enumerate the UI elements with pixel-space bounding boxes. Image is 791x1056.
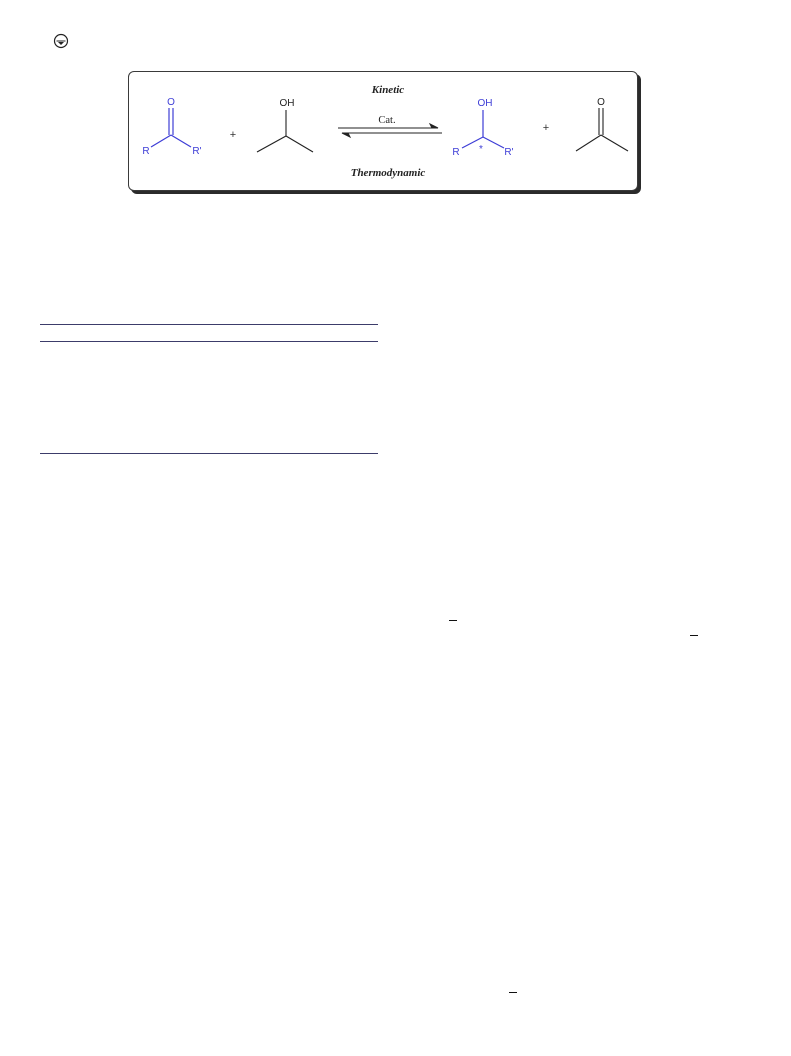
reaction-scheme (128, 71, 638, 191)
product-alcohol (462, 110, 504, 148)
reactant-ketone (151, 108, 191, 147)
product-r-right-label: R' (504, 147, 514, 158)
product-acetone (576, 108, 628, 151)
catalyst-label: Cat. (378, 115, 396, 126)
table-top-rule (40, 324, 378, 325)
thermodynamic-label: Thermodynamic (350, 167, 426, 179)
acetone-oxygen-label: O (597, 97, 605, 108)
ketone-oxygen-label: O (167, 97, 175, 108)
product-r-left-label: R (452, 147, 460, 158)
circled-arrow-icon (53, 33, 69, 49)
overbar-mark (509, 992, 517, 993)
kinetic-label: Kinetic (371, 84, 405, 96)
overbar-mark (690, 635, 698, 636)
product-oh-label: OH (477, 98, 493, 109)
reactant-isopropanol (257, 110, 313, 152)
plus-sign-1: + (229, 129, 237, 141)
plus-sign-2: + (542, 122, 550, 134)
isopropanol-oh-label: OH (279, 98, 295, 109)
stereocenter-asterisk: * (479, 144, 483, 155)
table-bottom-rule (40, 453, 378, 454)
ketone-r-left-label: R (142, 146, 150, 157)
ketone-r-right-label: R' (192, 146, 202, 157)
overbar-mark (449, 620, 457, 621)
table-header-rule (40, 341, 378, 342)
